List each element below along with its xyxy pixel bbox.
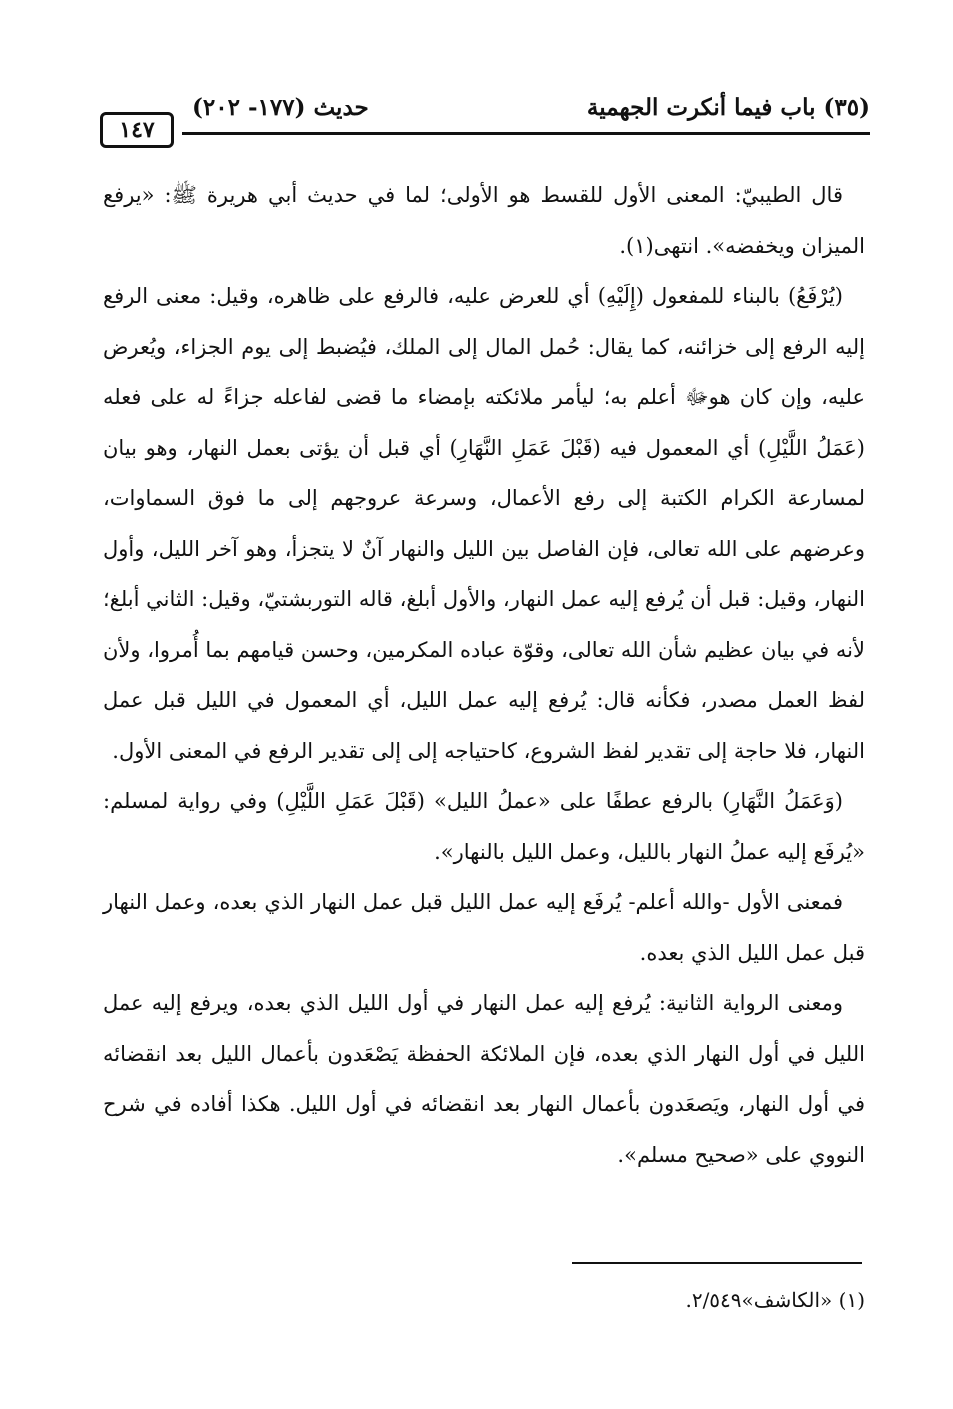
footnote-separator (572, 1262, 862, 1264)
paragraph-1: قال الطيبيّ: المعنى الأول للقسط هو الأولى؛ لما في حديث أبي هريرة ﷺ: «يرفع الميزان ويخفضه». انتهى(١). (103, 183, 865, 258)
hadith-range: حديث (١٧٧- ٢٠٢) (192, 94, 369, 121)
paragraph-5: ومعنى الرواية الثانية: يُرفع إليه عمل النهار في أول الليل الذي بعده، ويرفع إليه عمل الليل في أول النهار الذي بعده، فإن الملائكة الحفظة يَصْعَدون بأعمال الليل بعد انقضائه في أول النهار، ويَصعَدون بأعمال النهار بعد انقضائه في أول الليل. هكذا أفاده في شرح النووي على «صحيح مسلم». (103, 991, 865, 1167)
body-text (103, 170, 865, 1180)
header-rule (182, 132, 870, 135)
paragraph-2: (يُرْفَعُ) بالبناء للمفعول (إِلَيْهِ) أي للعرض عليه، فالرفع على ظاهره، وقيل: معنى الرفع إليه الرفع إلى خزائنه، كما يقال: حُمل المال إلى الملك، فيُضبط إلى يوم الجزاء، ويُعرض عليه، وإن كان هوﷻ أعلم به؛ ليأمر ملائكته بإمضاء ما قضى لفاعله جزاءً له على فعله (عَمَلُ اللَّيْلِ) أي المعمول فيه (قَبْلَ عَمَلِ النَّهَارِ) أي قبل أن يؤتى بعمل النهار، وهو بيان لمسارعة الكرام الكتبة إلى رفع الأعمال، وسرعة عروجهم إلى ما فوق السماوات، وعرضهم على الله تعالى، فإن الفاصل بين الليل والنهار آنٌ لا يتجزأ، وهو آخر الليل، وأول النهار، وقيل: قبل أن يُرفع إليه عمل النهار، والأول أبلغ، قاله التوربشتيّ، وقيل: الثاني أبلغ؛ لأنه في بيان عظيم شأن الله تعالى، وقوّة عباده المكرمين، وحسن قيامهم بما أُمروا، ولأن لفظ العمل مصدر، فكأنه قال: يُرفع إليه عمل الليل، أي المعمول في الليل قبل عمل النهار، فلا حاجة إلى تقدير لفظ الشروع، كاحتياجه إلى إلى تقدير الرفع في المعنى الأول. (103, 284, 865, 763)
paragraph-3: (وَعَمَلُ النَّهَارِ) بالرفع عطفًا على «عملُ الليل» (قَبْلَ عَمَلِ اللَّيْلِ) وفي رواية لمسلم: «يُرفَع إليه عملُ النهار بالليل، وعمل الليل بالنهار». (103, 789, 865, 864)
page-number: ١٤٧ (100, 112, 174, 148)
paragraph-4: فمعنى الأول -والله أعلم- يُرفَع إليه عمل الليل قبل عمل النهار الذي بعده، وعمل النهار قبل عمل الليل الذي بعده. (103, 890, 865, 965)
footnote-1: (١) «الكاشف»٢/٥٤٩. (685, 1288, 865, 1312)
chapter-title: (٣٥) باب فيما أنكرت الجهمية (586, 94, 870, 121)
page-header (100, 92, 870, 143)
